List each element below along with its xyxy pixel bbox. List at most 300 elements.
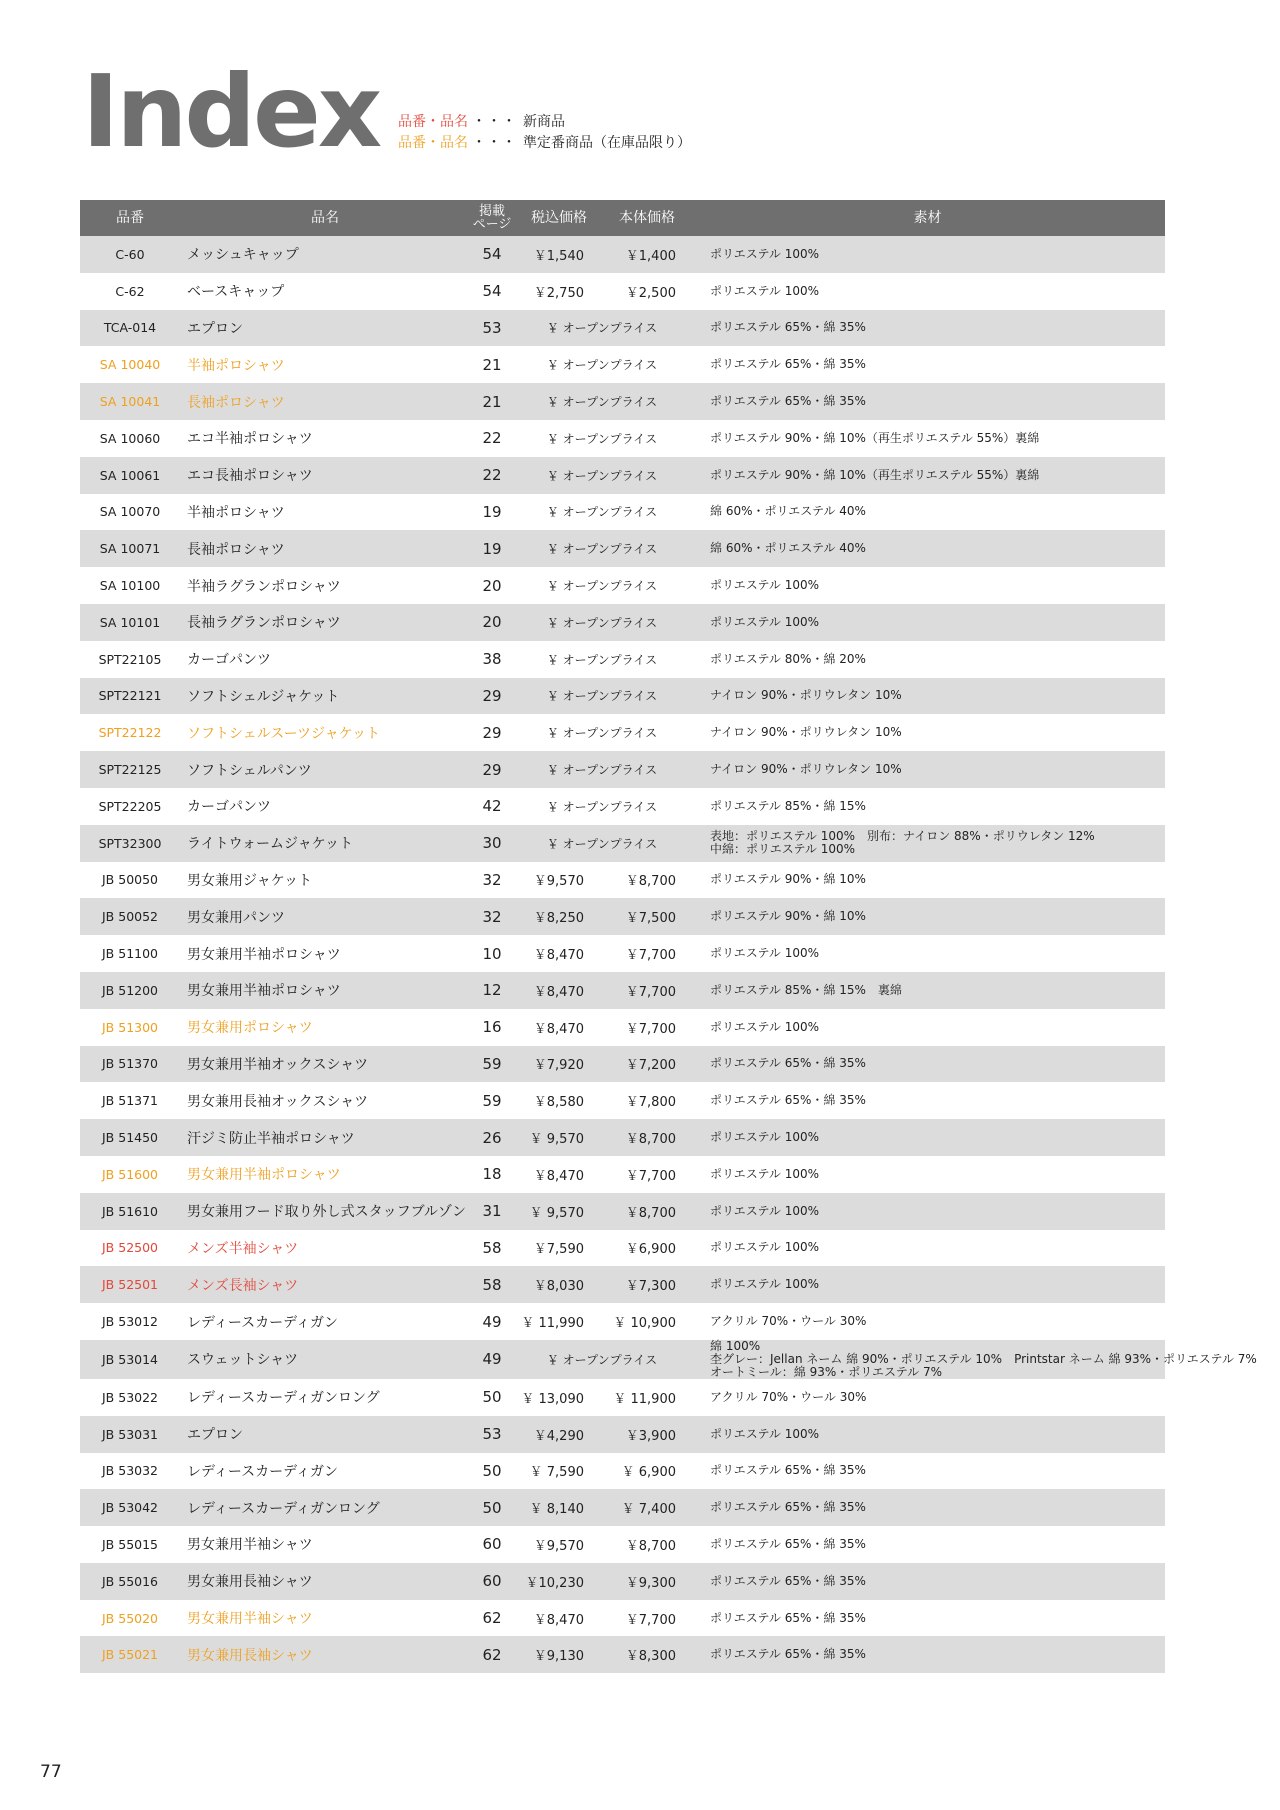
- base-price: ￥6,900: [604, 1230, 690, 1267]
- header-pages-line2: ページ: [472, 217, 512, 232]
- product-name: レディースカーディガンロング: [180, 1379, 470, 1416]
- material: [690, 273, 1165, 310]
- table-body: [80, 236, 1257, 1673]
- page-ref: 18: [470, 1156, 514, 1193]
- material-line: ポリエステル 65%・綿 35%: [710, 1500, 866, 1515]
- legend-semi-label: 品番・品名: [398, 135, 468, 151]
- table-row: [80, 1046, 1165, 1083]
- product-code: JB 55020: [80, 1600, 180, 1637]
- product-code: C-60: [80, 236, 180, 273]
- material-line: 綿 60%・ポリエステル 40%: [710, 541, 866, 556]
- tax-price: ￥8,470: [514, 935, 604, 972]
- table-row: [80, 1266, 1165, 1303]
- material: [690, 1303, 1165, 1340]
- base-price: ￥7,700: [604, 1156, 690, 1193]
- header-material: 素材: [690, 200, 1165, 236]
- product-name: 男女兼用半袖ポロシャツ: [180, 972, 470, 1009]
- material: [690, 1600, 1165, 1637]
- base-price: ￥ 10,900: [604, 1303, 690, 1340]
- page-ref: 31: [470, 1193, 514, 1230]
- page-ref: 50: [470, 1453, 514, 1490]
- open-price: ￥ オープンプライス: [514, 567, 690, 604]
- table-row: [80, 641, 1165, 678]
- page-number: 77: [40, 1762, 62, 1782]
- page-ref: 53: [470, 1416, 514, 1453]
- product-code: JB 55016: [80, 1563, 180, 1600]
- material-line: ポリエステル 100%: [710, 614, 820, 629]
- page-ref: 38: [470, 641, 514, 678]
- base-price: ￥7,800: [604, 1082, 690, 1119]
- product-code: SPT22205: [80, 788, 180, 825]
- product-code: JB 50052: [80, 898, 180, 935]
- tax-price: ￥2,750: [514, 273, 604, 310]
- material-line: ポリエステル 100%: [710, 1203, 820, 1218]
- material: [690, 1082, 1165, 1119]
- header-base-price: 本体価格: [604, 200, 690, 236]
- table-row: [80, 1193, 1165, 1230]
- material: [690, 788, 1165, 825]
- tax-price: ￥ 11,990: [514, 1303, 604, 1340]
- material: [690, 346, 1165, 383]
- base-price: ￥7,700: [604, 1600, 690, 1637]
- table-row: [80, 751, 1165, 788]
- legend-semi-desc: 準定番商品（在庫品限り）: [523, 135, 691, 151]
- page-ref: 29: [470, 678, 514, 715]
- base-price: ￥8,700: [604, 1526, 690, 1563]
- material-line: ナイロン 90%・ポリウレタン 10%: [710, 725, 902, 740]
- legend-new: [398, 112, 691, 133]
- material: [690, 1193, 1165, 1230]
- product-name: 半袖ポロシャツ: [180, 346, 470, 383]
- table-header: [80, 200, 1165, 236]
- table-row: [80, 1119, 1165, 1156]
- table-row: [80, 1230, 1165, 1267]
- tax-price: ￥8,470: [514, 1009, 604, 1046]
- base-price: ￥7,700: [604, 1009, 690, 1046]
- product-name: ソフトシェルジャケット: [180, 678, 470, 715]
- product-code: SPT22105: [80, 641, 180, 678]
- base-price: ￥ 7,400: [604, 1489, 690, 1526]
- material-line: ポリエステル 80%・綿 20%: [710, 651, 866, 666]
- material-line: ナイロン 90%・ポリウレタン 10%: [710, 762, 902, 777]
- product-name: 男女兼用半袖シャツ: [180, 1526, 470, 1563]
- product-name: 男女兼用長袖オックスシャツ: [180, 1082, 470, 1119]
- material-line: ポリエステル 100%: [710, 283, 820, 298]
- material: [690, 1119, 1165, 1156]
- table-row: [80, 1416, 1165, 1453]
- legend-new-dots: ・・・: [472, 114, 517, 130]
- product-name: メンズ半袖シャツ: [180, 1230, 470, 1267]
- tax-price: ￥9,130: [514, 1636, 604, 1673]
- tax-price: ￥4,290: [514, 1416, 604, 1453]
- page-ref: 32: [470, 898, 514, 935]
- product-code: SA 10101: [80, 604, 180, 641]
- material: [690, 1266, 1165, 1303]
- table-row: [80, 1453, 1165, 1490]
- table-row: [80, 788, 1165, 825]
- product-name: カーゴパンツ: [180, 641, 470, 678]
- material: [690, 641, 1165, 678]
- product-name: 男女兼用ポロシャツ: [180, 1009, 470, 1046]
- product-code: SA 10071: [80, 530, 180, 567]
- material-line: 表地：ポリエステル 100% 別布：ナイロン 88%・ポリウレタン 12%: [710, 829, 1095, 844]
- tax-price: ￥7,920: [514, 1046, 604, 1083]
- table-row: [80, 898, 1165, 935]
- open-price: ￥ オープンプライス: [514, 494, 690, 531]
- header-tax-price: 税込価格: [514, 200, 604, 236]
- page-ref: 29: [470, 751, 514, 788]
- page-ref: 29: [470, 714, 514, 751]
- material: [690, 862, 1165, 899]
- tax-price: ￥9,570: [514, 862, 604, 899]
- material: [690, 935, 1165, 972]
- product-code: JB 52500: [80, 1230, 180, 1267]
- product-name: レディースカーディガンロング: [180, 1489, 470, 1526]
- tax-price: ￥8,030: [514, 1266, 604, 1303]
- product-code: SA 10061: [80, 457, 180, 494]
- material: [690, 972, 1165, 1009]
- open-price: ￥ オープンプライス: [514, 825, 690, 862]
- base-price: ￥8,700: [604, 1119, 690, 1156]
- product-name: 男女兼用ジャケット: [180, 862, 470, 899]
- page-ref: 58: [470, 1230, 514, 1267]
- material-line: ポリエステル 65%・綿 35%: [710, 1463, 866, 1478]
- table-row: [80, 346, 1165, 383]
- product-name: ベースキャップ: [180, 273, 470, 310]
- product-name: エコ長袖ポロシャツ: [180, 457, 470, 494]
- product-code: JB 53022: [80, 1379, 180, 1416]
- table-row: [80, 530, 1165, 567]
- open-price: ￥ オープンプライス: [514, 383, 690, 420]
- product-code: JB 51450: [80, 1119, 180, 1156]
- product-name: 男女兼用半袖ポロシャツ: [180, 935, 470, 972]
- open-price: ￥ オープンプライス: [514, 310, 690, 347]
- product-code: JB 50050: [80, 862, 180, 899]
- product-code: JB 51200: [80, 972, 180, 1009]
- page-ref: 54: [470, 273, 514, 310]
- tax-price: ￥8,470: [514, 1156, 604, 1193]
- tax-price: ￥7,590: [514, 1230, 604, 1267]
- material: [690, 236, 1165, 273]
- material: [690, 898, 1165, 935]
- product-name: メンズ長袖シャツ: [180, 1266, 470, 1303]
- material: [690, 1156, 1165, 1193]
- material: [690, 457, 1165, 494]
- page-ref: 12: [470, 972, 514, 1009]
- product-name: 長袖ポロシャツ: [180, 530, 470, 567]
- product-code: JB 51370: [80, 1046, 180, 1083]
- page-ref: 19: [470, 494, 514, 531]
- product-code: TCA-014: [80, 310, 180, 347]
- table-row: [80, 862, 1165, 899]
- material-line: ポリエステル 65%・綿 35%: [710, 1610, 866, 1625]
- page-ref: 16: [470, 1009, 514, 1046]
- table-row: [80, 1526, 1165, 1563]
- product-name: 半袖ポロシャツ: [180, 494, 470, 531]
- table-row: [80, 273, 1165, 310]
- page-ref: 21: [470, 346, 514, 383]
- table-row: [80, 236, 1165, 273]
- open-price: ￥ オープンプライス: [514, 457, 690, 494]
- material-line: ポリエステル 90%・綿 10%: [710, 909, 866, 924]
- product-name: ソフトシェルパンツ: [180, 751, 470, 788]
- tax-price: ￥9,570: [514, 1526, 604, 1563]
- product-name: 男女兼用パンツ: [180, 898, 470, 935]
- page-ref: 59: [470, 1046, 514, 1083]
- tax-price: ￥8,250: [514, 898, 604, 935]
- page-ref: 59: [470, 1082, 514, 1119]
- table-row: [80, 567, 1165, 604]
- material-line: ポリエステル 65%・綿 35%: [710, 1093, 866, 1108]
- page-ref: 26: [470, 1119, 514, 1156]
- tax-price: ￥8,580: [514, 1082, 604, 1119]
- material-line: アクリル 70%・ウール 30%: [710, 1389, 867, 1404]
- page-ref: 21: [470, 383, 514, 420]
- tax-price: ￥ 7,590: [514, 1453, 604, 1490]
- product-name: ソフトシェルスーツジャケット: [180, 714, 470, 751]
- page-ref: 54: [470, 236, 514, 273]
- open-price: ￥ オープンプライス: [514, 788, 690, 825]
- product-name: エプロン: [180, 310, 470, 347]
- material-line: ポリエステル 100%: [710, 1426, 820, 1441]
- base-price: ￥7,500: [604, 898, 690, 935]
- product-code: JB 51610: [80, 1193, 180, 1230]
- material-line: 綿 100%: [710, 1338, 761, 1353]
- material-line: ポリエステル 65%・綿 35%: [710, 1647, 866, 1662]
- material: [690, 1453, 1165, 1490]
- material: [690, 567, 1165, 604]
- open-price: ￥ オープンプライス: [514, 751, 690, 788]
- material: [690, 1046, 1165, 1083]
- base-price: ￥8,300: [604, 1636, 690, 1673]
- material: [690, 714, 1165, 751]
- material-line: ポリエステル 85%・綿 15%: [710, 798, 866, 813]
- table-row: [80, 1489, 1165, 1526]
- material: [690, 678, 1165, 715]
- table-row: [80, 494, 1165, 531]
- table-row: [80, 1563, 1165, 1600]
- page-ref: 49: [470, 1340, 514, 1379]
- tax-price: ￥ 8,140: [514, 1489, 604, 1526]
- open-price: ￥ オープンプライス: [514, 530, 690, 567]
- table-row: [80, 310, 1165, 347]
- material-line: ポリエステル 100%: [710, 578, 820, 593]
- legend: [398, 112, 691, 154]
- page-ref: 62: [470, 1636, 514, 1673]
- page-ref: 20: [470, 604, 514, 641]
- table-row: [80, 1303, 1165, 1340]
- product-name: 男女兼用半袖シャツ: [180, 1600, 470, 1637]
- open-price: ￥ オープンプライス: [514, 678, 690, 715]
- table-row: [80, 972, 1165, 1009]
- product-code: JB 55021: [80, 1636, 180, 1673]
- base-price: ￥2,500: [604, 273, 690, 310]
- open-price: ￥ オープンプライス: [514, 604, 690, 641]
- material: [690, 1338, 1257, 1379]
- material-line: ポリエステル 100%: [710, 1277, 820, 1292]
- table-row: [80, 420, 1165, 457]
- page-ref: 62: [470, 1600, 514, 1637]
- material: [690, 383, 1165, 420]
- table-row: [80, 383, 1165, 420]
- product-code: SA 10070: [80, 494, 180, 531]
- table-row: [80, 1082, 1165, 1119]
- legend-new-label: 品番・品名: [398, 114, 468, 130]
- table-row: [80, 825, 1165, 862]
- material-line: ポリエステル 100%: [710, 1240, 820, 1255]
- table-row: [80, 1600, 1165, 1637]
- product-name: 男女兼用半袖ポロシャツ: [180, 1156, 470, 1193]
- material-line: アクリル 70%・ウール 30%: [710, 1314, 867, 1328]
- header-pages: [470, 200, 514, 236]
- tax-price: ￥10,230: [514, 1563, 604, 1600]
- material-line: ポリエステル 65%・綿 35%: [710, 357, 866, 372]
- material: [690, 494, 1165, 531]
- product-code: SPT22125: [80, 751, 180, 788]
- base-price: ￥7,300: [604, 1266, 690, 1303]
- product-name: 男女兼用半袖オックスシャツ: [180, 1046, 470, 1083]
- material-line: ポリエステル 100%: [710, 246, 820, 261]
- open-price: ￥ オープンプライス: [514, 641, 690, 678]
- tax-price: ￥ 9,570: [514, 1119, 604, 1156]
- material-line: ポリエステル 90%・綿 10%: [710, 872, 866, 887]
- product-name: レディースカーディガン: [180, 1453, 470, 1490]
- material-line: オートミール：綿 93%・ポリエステル 7%: [710, 1364, 943, 1379]
- product-name: 男女兼用フード取り外し式スタッフブルゾン: [180, 1193, 470, 1230]
- product-name: レディースカーディガン: [180, 1303, 470, 1340]
- product-code: JB 52501: [80, 1266, 180, 1303]
- header-pages-line1: 掲載: [478, 204, 505, 219]
- tax-price: ￥8,470: [514, 1600, 604, 1637]
- page-ref: 19: [470, 530, 514, 567]
- product-name: 男女兼用長袖シャツ: [180, 1563, 470, 1600]
- material-line: ナイロン 90%・ポリウレタン 10%: [710, 688, 902, 703]
- base-price: ￥7,200: [604, 1046, 690, 1083]
- product-name: エプロン: [180, 1416, 470, 1453]
- product-code: SA 10100: [80, 567, 180, 604]
- table-row: [80, 714, 1165, 751]
- base-price: ￥ 6,900: [604, 1453, 690, 1490]
- material: [690, 1526, 1165, 1563]
- product-name: 男女兼用長袖シャツ: [180, 1636, 470, 1673]
- page-ref: 42: [470, 788, 514, 825]
- material-line: ポリエステル 85%・綿 15% 裏綿: [710, 982, 902, 997]
- material-line: ポリエステル 100%: [710, 946, 820, 961]
- product-code: SA 10040: [80, 346, 180, 383]
- product-code: SA 10041: [80, 383, 180, 420]
- product-code: JB 53032: [80, 1453, 180, 1490]
- product-name: 半袖ラグランポロシャツ: [180, 567, 470, 604]
- material: [690, 420, 1165, 457]
- material-line: ポリエステル 65%・綿 35%: [710, 394, 866, 409]
- material: [690, 825, 1165, 862]
- material: [690, 1416, 1165, 1453]
- page-ref: 53: [470, 310, 514, 347]
- table-row: [80, 1379, 1165, 1416]
- product-code: JB 51600: [80, 1156, 180, 1193]
- page-ref: 60: [470, 1563, 514, 1600]
- table-row: [80, 1009, 1165, 1046]
- product-name: スウェットシャツ: [180, 1340, 470, 1379]
- material-line: ポリエステル 65%・綿 35%: [710, 320, 866, 335]
- product-name: カーゴパンツ: [180, 788, 470, 825]
- product-code: SA 10060: [80, 420, 180, 457]
- material: [690, 310, 1165, 347]
- legend-new-desc: 新商品: [523, 114, 565, 130]
- table-row: [80, 678, 1165, 715]
- material: [690, 1489, 1165, 1526]
- material-line: ポリエステル 65%・綿 35%: [710, 1056, 866, 1071]
- page-ref: 22: [470, 420, 514, 457]
- open-price: ￥ オープンプライス: [514, 714, 690, 751]
- legend-semi: [398, 133, 691, 154]
- material-line: ポリエステル 65%・綿 35%: [710, 1536, 866, 1551]
- material-line: 中綿：ポリエステル 100%: [710, 842, 856, 857]
- base-price: ￥7,700: [604, 972, 690, 1009]
- index-table: [80, 200, 1257, 1673]
- page-ref: 20: [470, 567, 514, 604]
- product-code: JB 53014: [80, 1340, 180, 1379]
- product-code: JB 51300: [80, 1009, 180, 1046]
- product-name: 長袖ラグランポロシャツ: [180, 604, 470, 641]
- material: [690, 1636, 1165, 1673]
- open-price: ￥ オープンプライス: [514, 1340, 690, 1379]
- product-name: 汗ジミ防止半袖ポロシャツ: [180, 1119, 470, 1156]
- base-price: ￥3,900: [604, 1416, 690, 1453]
- material: [690, 1230, 1165, 1267]
- table-row: [80, 457, 1165, 494]
- material: [690, 1379, 1165, 1416]
- header-name: 品名: [180, 200, 470, 236]
- base-price: ￥7,700: [604, 935, 690, 972]
- material-line: ポリエステル 100%: [710, 1166, 820, 1181]
- product-code: JB 53012: [80, 1303, 180, 1340]
- base-price: ￥8,700: [604, 1193, 690, 1230]
- product-name: メッシュキャップ: [180, 236, 470, 273]
- product-code: JB 53042: [80, 1489, 180, 1526]
- material: [690, 604, 1165, 641]
- header-code: 品番: [80, 200, 180, 236]
- material-line: 杢グレー：Jellan ネーム 綿 90%・ポリエステル 10% Printstar ネーム 綿 93%・ポリエステル 7%: [710, 1351, 1257, 1366]
- material: [690, 751, 1165, 788]
- page-ref: 49: [470, 1303, 514, 1340]
- product-name: 長袖ポロシャツ: [180, 383, 470, 420]
- product-code: SPT32300: [80, 825, 180, 862]
- table-row: [80, 1156, 1165, 1193]
- table-row: [80, 604, 1165, 641]
- open-price: ￥ オープンプライス: [514, 346, 690, 383]
- material-line: 綿 60%・ポリエステル 40%: [710, 504, 866, 519]
- tax-price: ￥ 9,570: [514, 1193, 604, 1230]
- product-code: JB 53031: [80, 1416, 180, 1453]
- tax-price: ￥1,540: [514, 236, 604, 273]
- page-ref: 10: [470, 935, 514, 972]
- page-ref: 30: [470, 825, 514, 862]
- base-price: ￥1,400: [604, 236, 690, 273]
- product-name: ライトウォームジャケット: [180, 825, 470, 862]
- base-price: ￥8,700: [604, 862, 690, 899]
- tax-price: ￥8,470: [514, 972, 604, 1009]
- material-line: ポリエステル 90%・綿 10%（再生ポリエステル 55%）裏綿: [710, 430, 1040, 445]
- page-ref: 50: [470, 1489, 514, 1526]
- base-price: ￥ 11,900: [604, 1379, 690, 1416]
- tax-price: ￥ 13,090: [514, 1379, 604, 1416]
- page-ref: 60: [470, 1526, 514, 1563]
- material-line: ポリエステル 90%・綿 10%（再生ポリエステル 55%）裏綿: [710, 467, 1040, 482]
- legend-semi-dots: ・・・: [472, 135, 517, 151]
- page-ref: 58: [470, 1266, 514, 1303]
- table-row: [80, 935, 1165, 972]
